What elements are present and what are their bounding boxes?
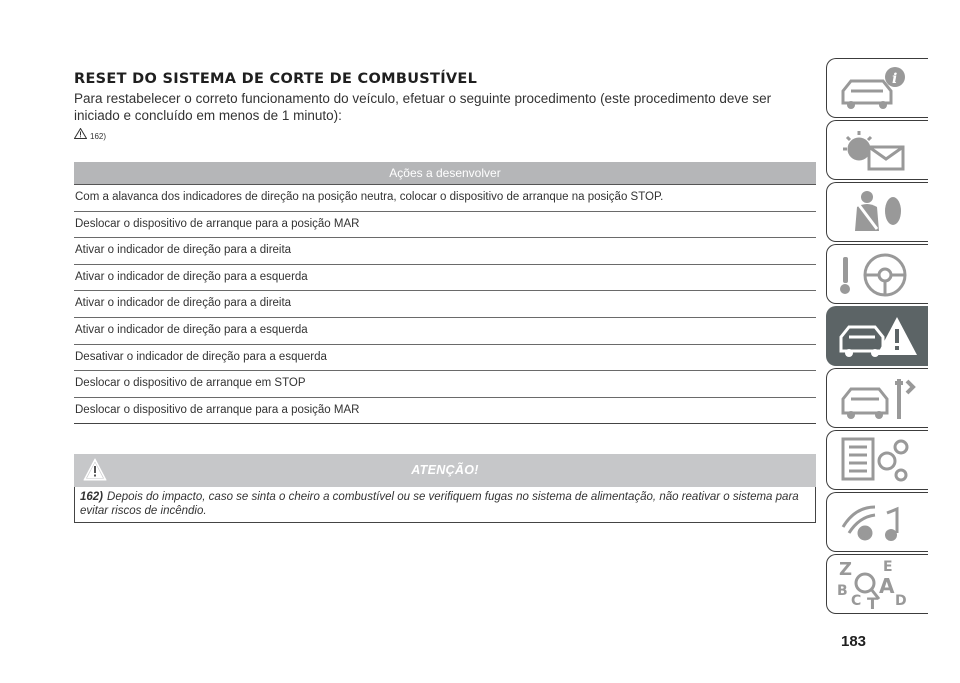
technical-data-icon bbox=[835, 435, 923, 487]
step-row: Ativar o indicador de direção para a direita bbox=[74, 291, 816, 318]
warning-header bbox=[74, 454, 816, 487]
warning-box bbox=[74, 454, 816, 523]
tab-maintenance[interactable] bbox=[826, 368, 928, 428]
step-row: Ativar o indicador de direção para a esquerda bbox=[74, 265, 816, 292]
steps-table bbox=[74, 162, 816, 424]
step-row: Ativar o indicador de direção para a esquerda bbox=[74, 318, 816, 345]
tab-technical-data[interactable] bbox=[826, 430, 928, 490]
page-number: 183 bbox=[841, 633, 867, 650]
section-title: RESET DO SISTEMA DE CORTE DE COMBUSTÍVEL bbox=[74, 71, 478, 87]
index-letter: D bbox=[895, 593, 907, 609]
index-letter: A bbox=[879, 574, 895, 598]
step-row: Com a alavanca dos indicadores de direção na posição neutra, colocar o dispositivo de arranque na posição STOP. bbox=[74, 185, 816, 212]
tab-warning-lights[interactable] bbox=[826, 120, 928, 180]
index-letter: T bbox=[867, 594, 878, 611]
index-letter: Z bbox=[839, 559, 853, 580]
intro-paragraph: Para restabelecer o correto funcionamento do veículo, efetuar o seguinte procedimento (este procedimento deve ser iniciado e concluído em menos de 1 minuto): bbox=[74, 91, 772, 123]
step-row: Desativar o indicador de direção para a esquerda bbox=[74, 345, 816, 372]
warning-title: ATENÇÃO! bbox=[411, 463, 479, 477]
index-letter: E bbox=[883, 559, 893, 575]
warning-reference-number: 162) bbox=[90, 132, 107, 141]
warning-number: 162) bbox=[80, 491, 104, 503]
tab-multimedia[interactable] bbox=[826, 492, 928, 552]
steps-table-header: Ações a desenvolver bbox=[74, 162, 816, 185]
emergency-icon bbox=[835, 311, 923, 363]
car-maintenance-icon bbox=[835, 373, 923, 425]
tab-car-info[interactable] bbox=[826, 58, 928, 118]
warning-triangle-icon bbox=[74, 128, 87, 139]
seatbelt-airbag-icon bbox=[835, 187, 923, 239]
car-info-icon bbox=[835, 63, 923, 115]
step-row: Deslocar o dispositivo de arranque para a posição MAR bbox=[74, 398, 816, 425]
step-row: Ativar o indicador de direção para a direita bbox=[74, 238, 816, 265]
index-letter: B bbox=[837, 583, 848, 599]
step-row: Deslocar o dispositivo de arranque em STOP bbox=[74, 371, 816, 398]
warning-reference[interactable] bbox=[74, 128, 106, 141]
tab-index[interactable] bbox=[826, 554, 928, 614]
steering-wheel-key-icon bbox=[835, 249, 923, 301]
step-row: Deslocar o dispositivo de arranque para a posição MAR bbox=[74, 212, 816, 239]
warning-lights-icon bbox=[835, 125, 923, 177]
tab-safety[interactable] bbox=[826, 182, 928, 242]
multimedia-icon bbox=[835, 497, 923, 549]
tab-starting-driving[interactable] bbox=[826, 244, 928, 304]
warning-text bbox=[74, 487, 816, 523]
warning-message: Depois do impacto, caso se sinta o cheiro a combustível ou se verifiquem fugas no sistema de alimentação, não reativar o sistema para evitar riscos de incêndio. bbox=[80, 491, 799, 517]
tab-emergency[interactable] bbox=[826, 306, 928, 366]
index-icon bbox=[835, 559, 923, 611]
index-letter: C bbox=[851, 593, 862, 609]
svg-text:i: i bbox=[892, 71, 898, 87]
